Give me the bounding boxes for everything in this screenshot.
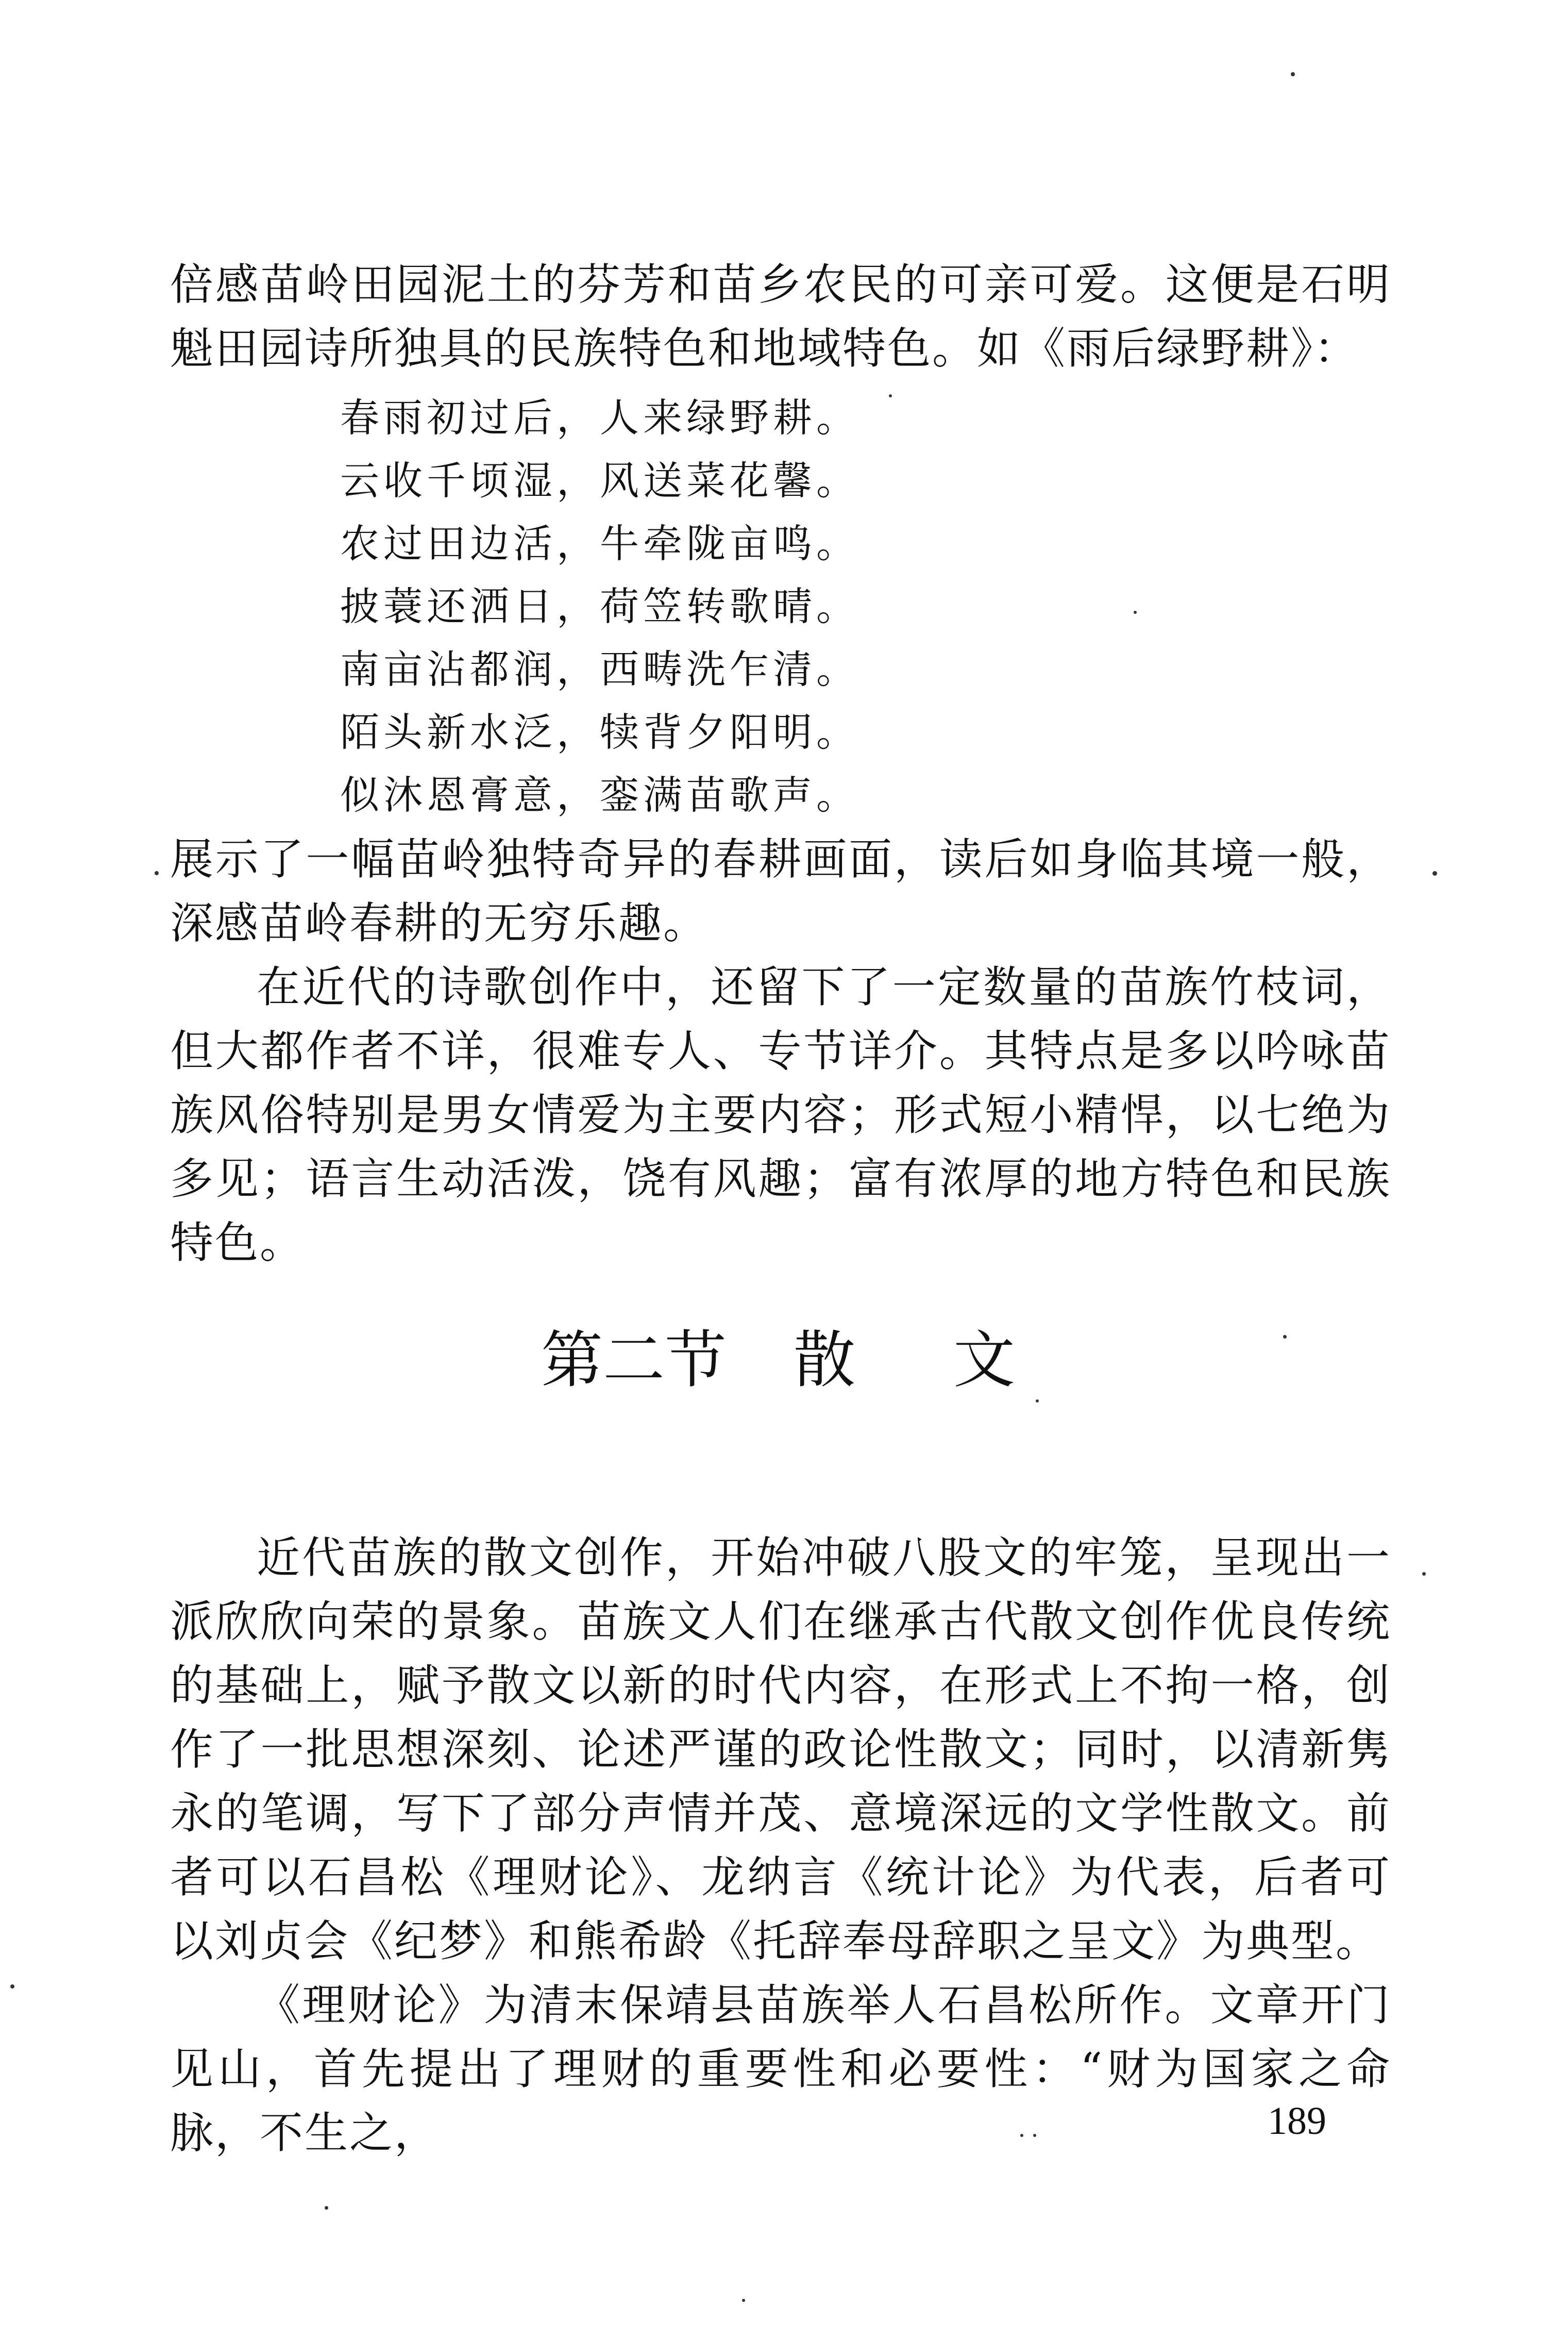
poem-commentary-paragraph: 展示了一幅苗岭独特奇异的春耕画面，读后如身临其境一般，深感苗岭春耕的无穷乐趣。: [170, 834, 1391, 948]
scan-speck: [1432, 871, 1437, 876]
scan-speck: [1134, 611, 1137, 614]
scan-speck: [155, 871, 159, 875]
poem-line: 似沐恩膏意，銮满苗歌声。: [340, 772, 859, 818]
intro-paragraph: 倍感苗岭田园泥土的芬芳和苗乡农民的可亲可爱。这便是石明魁田园诗所独具的民族特色和地域特色。如《雨后绿野耕》：: [170, 259, 1391, 374]
section-heading: [541, 1320, 1015, 1402]
scan-speck: [1020, 2134, 1023, 2137]
scan-speck: [1422, 1572, 1426, 1576]
poem-line: 南亩沾都润，西畴洗乍清。: [340, 646, 859, 692]
scan-speck: [1291, 72, 1295, 76]
scan-speck: [1033, 2134, 1036, 2137]
scan-speck: [889, 394, 892, 397]
poem-line: 云收千顷湿，风送菜花馨。: [340, 458, 859, 504]
poem-line: 陌头新水泛，犊背夕阳明。: [340, 709, 859, 755]
scan-speck: [1036, 1399, 1039, 1402]
poem-line: 春雨初过后，人来绿野耕。: [340, 395, 859, 441]
prose-intro-paragraph: 近代苗族的散文创作，开始冲破八股文的牢笼，呈现出一派欣欣向荣的景象。苗族文人们在继承古代散文创作优良传统的基础上，赋予散文以新的时代内容，在形式上不拘一格，创作了一批思想深刻、论述严谨的政论性散文；同时，以清新隽永的笔调，写下了部分声情并茂、意境深远的文学性散文。前者可以石昌松《理财论》、龙纳言《统计论》为代表，后者可以刘贞会《纪梦》和熊希龄《托辞奉母辞职之呈文》为典型。: [170, 1532, 1391, 1966]
zhuzhici-paragraph: 在近代的诗歌创作中，还留下了一定数量的苗族竹枝词，但大都作者不详，很难专人、专节详介。其特点是多以吟咏苗族风俗特别是男女情爱为主要内容；形式短小精悍，以七绝为多见；语言生动活泼，饶有风趣；富有浓厚的地方特色和民族特色。: [170, 962, 1391, 1268]
licailun-paragraph: 《理财论》为清末保靖县苗族举人石昌松所作。文章开门见山，首先提出了理财的重要性和必要性：“财为国家之命脉，不生之，: [170, 1980, 1391, 2158]
commentary-block: [170, 827, 1391, 1275]
section-title-char-1: 散: [794, 1325, 855, 1396]
section-title-char-2: 文: [953, 1325, 1015, 1396]
poem-line: 披蓑还洒日，荷笠转歌晴。: [340, 583, 859, 629]
scan-speck: [742, 2299, 745, 2302]
intro-paragraph-block: [170, 253, 1391, 380]
section-number: 第二节: [541, 1325, 727, 1396]
prose-section-block: [170, 1526, 1391, 2165]
scan-speck: [325, 2206, 328, 2210]
poem-block: [340, 387, 859, 827]
scan-speck: [1283, 1335, 1287, 1339]
page-number: 189: [1268, 2099, 1326, 2143]
scan-speck: [10, 1984, 14, 1989]
poem-line: 农过田边活，牛牵陇亩鸣。: [340, 521, 859, 566]
